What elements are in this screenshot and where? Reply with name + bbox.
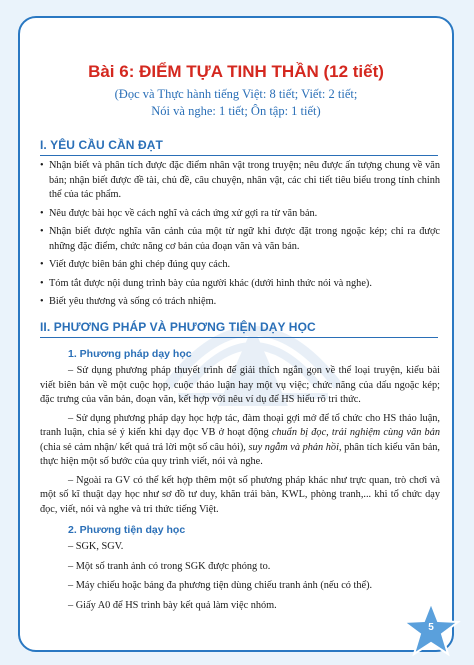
text-run: (chia sẻ cảm nhận/ kết quả trả lời một số câu hỏi), (40, 441, 249, 453)
materials-list (40, 540, 440, 618)
subsection-1-heading: 1. Phương pháp dạy học (68, 348, 192, 360)
paragraph (40, 412, 440, 470)
text-run: – Sử dụng phương pháp dạy học hợp tác, đàm thoại gợi mở để tổ chức cho HS thảo luận, tranh luận, chia sẻ ý kiến khi dạy đọc VB ở hoạt động (40, 412, 440, 438)
text-run: , phân tích kiểu văn bản, thực hiện một số bước của quy trình viết, nói và nghe. (40, 441, 441, 467)
paragraph: – Sử dụng phương pháp thuyết trình để giải thích ngắn gọn về thể loại truyện, kiểu bài viết biên bản về một cuộc họp, cuộc thảo luận hay một vụ việc; chức năng của dấu ngoặc kép; đặc trưng của văn bản, đoạn văn, kết hợp với nêu ví dụ để HS hiểu rõ tri thức. (40, 365, 440, 405)
list-item: – Máy chiếu hoặc bảng đa phương tiện dùng chiếu tranh ảnh (nếu có thể). (68, 580, 373, 591)
page-content (20, 18, 452, 650)
list-item: • Nhận biết được nghĩa văn cảnh của một từ ngữ khi được đặt trong ngoặc kép; chỉ ra được những đặc điểm, chức năng cơ bản của đoạn văn và văn bản. (40, 225, 440, 254)
section-1-heading: I. YÊU CẦU CẦN ĐẠT (40, 138, 163, 152)
paragraph: – Ngoài ra GV có thể kết hợp thêm một số phương pháp khác như trực quan, trò chơi và một số kĩ thuật dạy học như sơ đồ tư duy, khăn trải bàn, KWL, phòng tranh,... khi tổ chức dạy đọc, viết, nói và nghe và tri thức tiếng Việt. (40, 474, 440, 515)
list-item: • Biết yêu thương và sống có trách nhiệm. (40, 295, 440, 310)
list-item: • Viết được biên bản ghi chép đúng quy cách. (40, 258, 440, 273)
page-number: 5 (428, 622, 434, 633)
list-item: • Nêu được bài học về cách nghĩ và cách ứng xử gợi ra từ văn bản. (40, 207, 440, 222)
list-item: – Một số tranh ảnh có trong SGK được phóng to. (68, 560, 271, 572)
page-frame (18, 16, 454, 652)
list-item: – Giấy A0 để HS trình bày kết quả làm việc nhóm. (68, 599, 277, 611)
list-item: • Tóm tắt được nội dung trình bày của người khác (dưới hình thức nói và nghe). (40, 277, 440, 292)
section-2-heading: II. PHƯƠNG PHÁP VÀ PHƯƠNG TIỆN DẠY HỌC (40, 320, 316, 334)
subsection-2-heading: 2. Phương tiện dạy học (68, 524, 186, 536)
italic-run: suy ngẫm và phản hồi (248, 441, 339, 453)
lesson-title: Bài 6: ĐIỂM TỰA TINH THẦN (12 tiết) (88, 62, 384, 81)
requirements-list (40, 159, 440, 314)
section-1-divider (40, 155, 438, 156)
list-item: • Nhận biết và phân tích được đặc điểm nhân vật trong truyện; nêu được ấn tượng chung về văn bản; nhận biết được đề tài, chủ đề, câu chuyện, nhân vật, các chi tiết tiêu biểu trong tính chỉnh thể của tác phẩm. (40, 159, 440, 203)
subtitle-line-1: (Đọc và Thực hành tiếng Việt: 8 tiết; Viết: 2 tiết; (114, 87, 358, 101)
section-2-divider (40, 337, 438, 338)
methods-paragraphs (40, 364, 440, 521)
italic-run: chuẩn bị đọc, trải nghiệm cùng văn bản (271, 427, 441, 438)
list-item: – SGK, SGV. (68, 541, 124, 552)
subtitle-line-2: Nói và nghe: 1 tiết; Ôn tập: 1 tiết) (151, 104, 321, 118)
lesson-subtitle (20, 86, 452, 120)
